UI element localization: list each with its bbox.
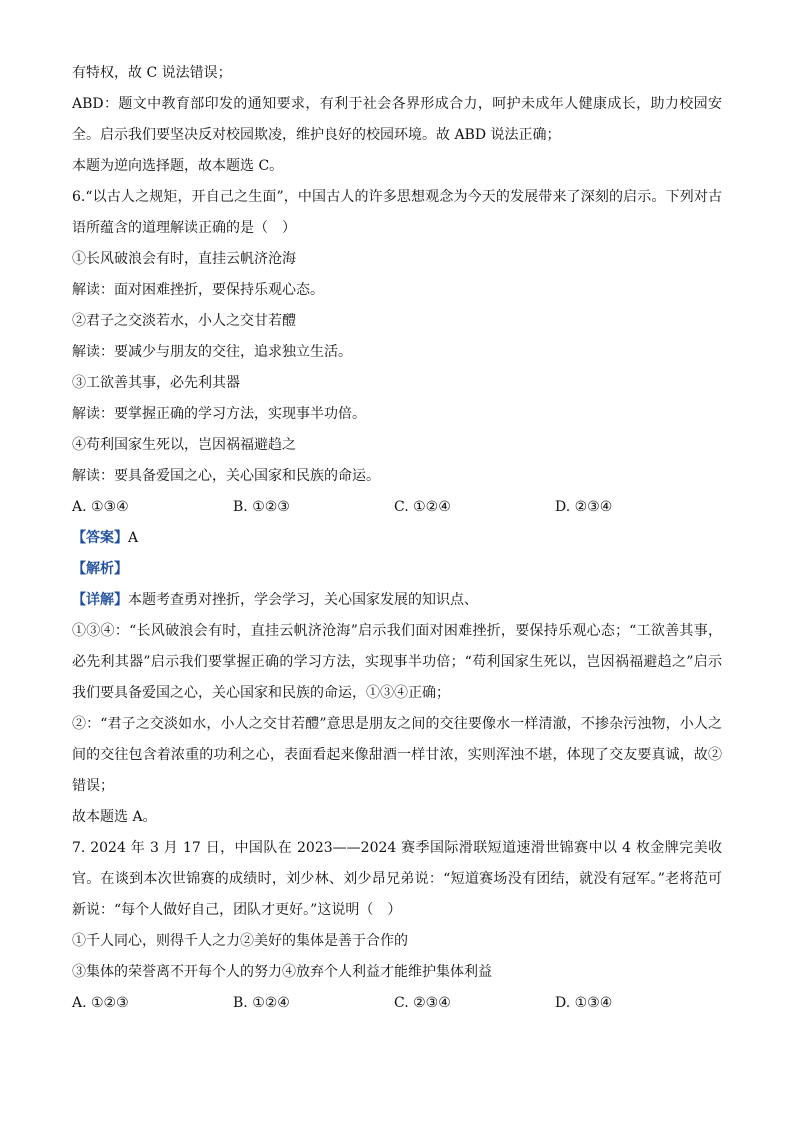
q6-item-explain-2: 解读：要减少与朋友的交往，追求独立生活。 (72, 344, 352, 360)
q6-option-b: B. ①②③ (233, 499, 290, 515)
q6-option-c: C. ①②④ (394, 499, 451, 515)
document-page (72, 58, 722, 1019)
detail-intro: 本题考查勇对挫折，学会学习，关心国家发展的知识点、 (128, 592, 478, 608)
q7-options (72, 988, 722, 1019)
q6-item-quote-3: ③工欲善其事，必先利其器 (72, 375, 240, 391)
q6-item-quote-2: ②君子之交淡若水，小人之交甘若醴 (72, 313, 296, 329)
q6-item-explain-4: 解读：要具备爱国之心，关心国家和民族的命运。 (72, 468, 380, 484)
answer-value: A (128, 530, 139, 546)
q6-detail-line (72, 585, 722, 616)
q6-item-quote-1: ①长风破浪会有时，直挂云帆济沧海 (72, 251, 296, 267)
q6-analysis-line (72, 554, 722, 585)
q7-option-a: A. ①②③ (72, 995, 129, 1011)
carryover-paragraph-abd: ABD：题文中教育部印发的通知要求，有利于社会各界形成合力，呵护未成年人健康成长，助力校园安全。启示我们要坚决反对校园欺凌，维护良好的校园环境。故 ABD 说法正确； (72, 96, 722, 143)
q7-option-b: B. ①②④ (233, 995, 290, 1011)
carryover-conclusion: 本题为逆向选择题，故本题选 C。 (72, 158, 284, 174)
q6-detail-paragraph-2: ②：“君子之交淡如水，小人之交甘若醴”意思是朋友之间的交往要像水一样清澈，不掺杂污浊物，小人之间的交往包含着浓重的功利之心，表面看起来像甜酒一样甘浓，实则浑浊不堪，体现了交友要真诚，故②错误； (72, 716, 722, 794)
q6-conclusion: 故本题选 A。 (72, 809, 157, 825)
q7-option-d: D. ①③④ (555, 995, 613, 1011)
q6-item-explain-1: 解读：面对困难挫折，要保持乐观心态。 (72, 282, 324, 298)
q7-statements-line-2: ③集体的荣誉离不开每个人的努力④放弃个人利益才能维护集体利益 (72, 964, 492, 980)
detail-tag: 【详解】 (72, 592, 128, 608)
question-6 (72, 182, 722, 833)
q7-option-c: C. ②③④ (394, 995, 451, 1011)
question-7 (72, 833, 722, 1019)
q7-stem: 7. 2024 年 3 月 17 日，中国队在 2023——2024 赛季国际滑联短道速滑世锦赛中以 4 枚金牌完美收官。在谈到本次世锦赛的成绩时，刘少林、刘少昂兄弟说：“短道赛场没有团结，就没有冠军。”老将范可新说：“每个人做好自己，团队才更好。”这说明（ ） (72, 840, 722, 918)
q6-option-a: A. ①③④ (72, 499, 129, 515)
q6-option-d: D. ②③④ (555, 499, 613, 515)
q6-item-explain-3: 解读：要掌握正确的学习方法，实现事半功倍。 (72, 406, 366, 422)
q6-options (72, 492, 722, 523)
q6-item-quote-4: ④苟利国家生死以，岂因祸福避趋之 (72, 437, 296, 453)
q6-answer-line (72, 523, 722, 554)
q6-stem: 6.“以古人之规矩，开自己之生面”，中国古人的许多思想观念为今天的发展带来了深刻的启示。下列对古语所蕴含的道理解读正确的是（ ） (72, 189, 722, 236)
answer-tag: 【答案】 (72, 530, 128, 546)
carryover-line-1: 有特权，故 C 说法错误； (72, 65, 232, 81)
q6-detail-paragraph-1: ①③④：“长风破浪会有时，直挂云帆济沧海”启示我们面对困难挫折，要保持乐观心态；“工欲善其事，必先利其器”启示我们要掌握正确的学习方法，实现事半功倍；“苟利国家生死以，岂因祸福避趋之”启示我们要具备爱国之心，关心国家和民族的命运，①③④正确； (72, 623, 722, 701)
analysis-tag: 【解析】 (72, 561, 128, 577)
q7-statements-line-1: ①千人同心，则得千人之力②美好的集体是善于合作的 (72, 933, 408, 949)
